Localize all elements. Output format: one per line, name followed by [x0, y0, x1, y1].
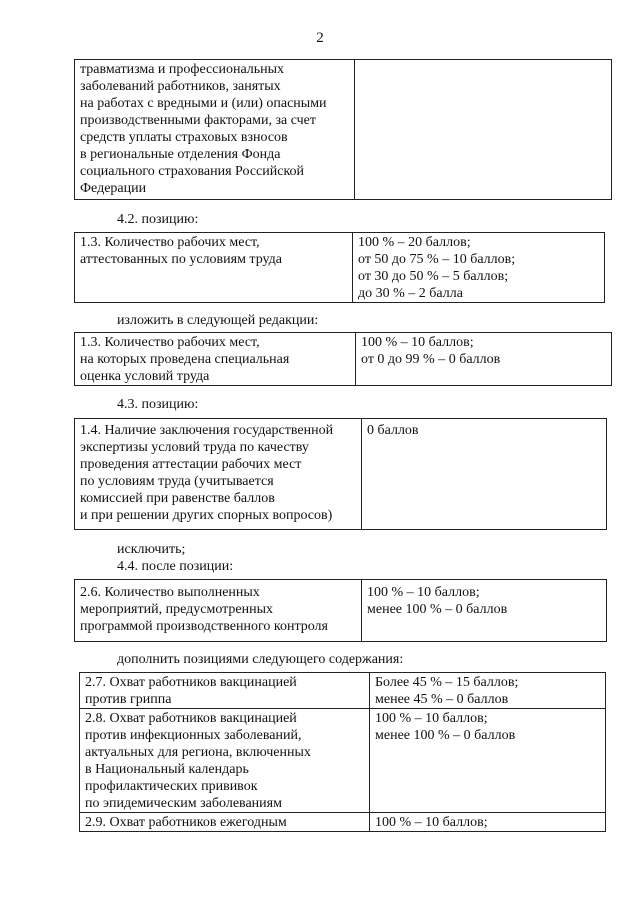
- table-row: [80, 709, 606, 813]
- criterion-cell: [75, 333, 356, 386]
- text-line: от 0 до 99 % – 0 баллов: [361, 352, 501, 367]
- criterion-cell: [80, 673, 370, 709]
- score-cell: [362, 580, 607, 642]
- text-line: на которых проведена специальная: [80, 352, 290, 367]
- text-line: актуальных для региона, включенных: [85, 745, 311, 760]
- text-line: и при решении других спорных вопросов): [80, 508, 333, 523]
- paragraph-exclude: исключить;: [117, 542, 186, 557]
- paragraph-new-edition: изложить в следующей редакции:: [117, 313, 319, 328]
- text-line: против гриппа: [85, 692, 172, 707]
- score-cell: [356, 333, 612, 386]
- text-line: 1.3. Количество рабочих мест,: [80, 335, 260, 350]
- text-line: менее 100 % – 0 баллов: [367, 602, 508, 617]
- text-line: социального страхования Российской: [80, 164, 305, 179]
- text-line: 0 баллов: [367, 423, 419, 438]
- criterion-cell: [75, 419, 362, 530]
- text-line: 100 % – 10 баллов;: [375, 815, 488, 830]
- text-line: против инфекционных заболеваний,: [85, 728, 302, 743]
- text-line: от 50 до 75 % – 10 баллов;: [358, 252, 516, 267]
- text-line: по эпидемическим заболеваниям: [85, 796, 282, 811]
- text-line: производственными факторами, за счет: [80, 113, 317, 128]
- criterion-cell: [75, 60, 355, 200]
- text-line: заболеваний работников, занятых: [80, 79, 281, 94]
- text-line: профилактических прививок: [85, 779, 258, 794]
- text-line: менее 45 % – 0 баллов: [375, 692, 509, 707]
- text-line: экспертизы условий труда по качеству: [80, 440, 309, 455]
- text-line: до 30 % – 2 балла: [358, 286, 463, 301]
- text-line: аттестованных по условиям труда: [80, 252, 282, 267]
- paragraph-4-4: 4.4. после позиции:: [117, 559, 234, 574]
- table-row: [75, 419, 607, 530]
- text-line: программой производственного контроля: [80, 619, 328, 634]
- text-line: травматизма и профессиональных: [80, 62, 285, 77]
- criterion-cell: [80, 813, 370, 832]
- table-4-4: [74, 579, 607, 642]
- score-cell: [353, 233, 605, 303]
- text-line: 100 % – 10 баллов;: [361, 335, 474, 350]
- text-line: оценка условий труда: [80, 369, 210, 384]
- text-line: от 30 до 50 % – 5 баллов;: [358, 269, 509, 284]
- score-cell: [362, 419, 607, 530]
- score-cell: [355, 60, 612, 200]
- text-line: 1.4. Наличие заключения государственной: [80, 423, 334, 438]
- score-cell: [370, 813, 606, 832]
- text-line: 100 % – 10 баллов;: [375, 711, 488, 726]
- table-continued: [74, 59, 612, 200]
- table-new-edition: [74, 332, 612, 386]
- text-line: Федерации: [80, 181, 147, 196]
- text-line: 2.8. Охват работников вакцинацией: [85, 711, 297, 726]
- score-cell: [370, 709, 606, 813]
- table-row: [75, 580, 607, 642]
- table-row: [75, 233, 605, 303]
- table-new-rows: [79, 672, 606, 832]
- text-line: комиссией при равенстве баллов: [80, 491, 275, 506]
- text-line: 1.3. Количество рабочих мест,: [80, 235, 260, 250]
- table-4-2: [74, 232, 605, 303]
- text-line: менее 100 % – 0 баллов: [375, 728, 516, 743]
- text-line: в Национальный календарь: [85, 762, 249, 777]
- table-row: [75, 60, 612, 200]
- text-line: 2.6. Количество выполненных: [80, 585, 260, 600]
- text-line: в региональные отделения Фонда: [80, 147, 281, 162]
- text-line: Более 45 % – 15 баллов;: [375, 675, 519, 690]
- text-line: 2.7. Охват работников вакцинацией: [85, 675, 297, 690]
- table-row: [80, 813, 606, 832]
- paragraph-4-3: 4.3. позицию:: [117, 397, 199, 412]
- criterion-cell: [75, 233, 353, 303]
- paragraph-supplement: дополнить позициями следующего содержания:: [117, 652, 404, 667]
- score-cell: [370, 673, 606, 709]
- text-line: на работах с вредными и (или) опасными: [80, 96, 327, 111]
- table-row: [80, 673, 606, 709]
- text-line: по условиям труда (учитывается: [80, 474, 274, 489]
- text-line: проведения аттестации рабочих мест: [80, 457, 302, 472]
- text-line: мероприятий, предусмотренных: [80, 602, 274, 617]
- page-number: 2: [316, 30, 324, 46]
- text-line: средств уплаты страховых взносов: [80, 130, 288, 145]
- paragraph-4-2: 4.2. позицию:: [117, 212, 199, 227]
- criterion-cell: [75, 580, 362, 642]
- text-line: 2.9. Охват работников ежегодным: [85, 815, 287, 830]
- text-line: 100 % – 10 баллов;: [367, 585, 480, 600]
- table-row: [75, 333, 612, 386]
- criterion-cell: [80, 709, 370, 813]
- table-4-3: [74, 418, 607, 530]
- text-line: 100 % – 20 баллов;: [358, 235, 471, 250]
